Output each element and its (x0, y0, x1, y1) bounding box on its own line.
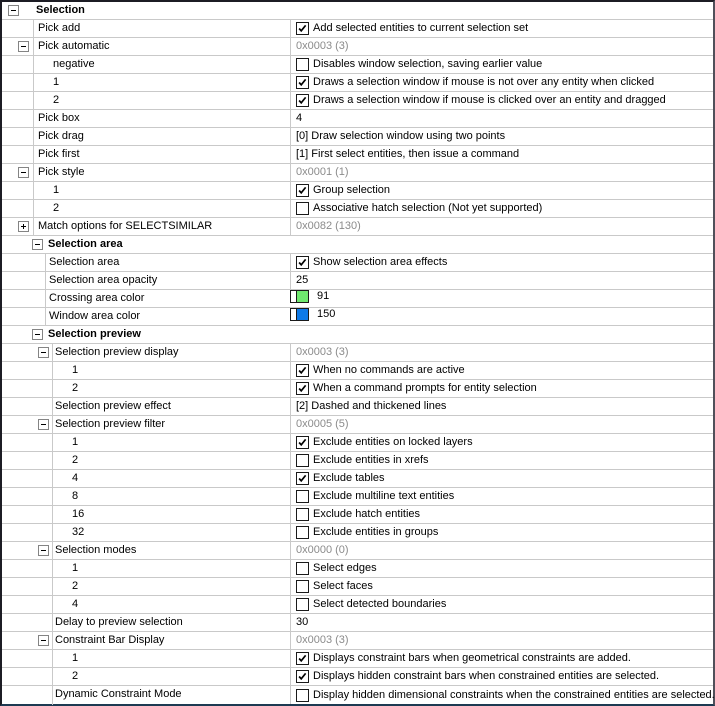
setting-name: Pick box (38, 112, 80, 124)
setting-value-cell[interactable] (290, 128, 713, 145)
setting-name: Pick drag (38, 130, 84, 142)
row-selection-preview-display-1 (2, 362, 713, 380)
setting-value-cell[interactable] (290, 200, 713, 217)
setting-label-cell[interactable] (2, 290, 290, 307)
setting-value-cell (290, 542, 713, 559)
checkbox-checked-icon[interactable] (296, 22, 309, 35)
setting-value-cell[interactable] (290, 596, 713, 613)
setting-value-text: Select edges (313, 562, 377, 574)
setting-value-cell[interactable] (290, 686, 715, 704)
setting-value-cell[interactable] (290, 650, 713, 667)
setting-label-cell[interactable] (2, 38, 290, 55)
setting-name: 2 (72, 580, 79, 592)
setting-name: Selection modes (55, 544, 137, 556)
setting-name: 2 (72, 670, 79, 682)
setting-name: 1 (72, 364, 79, 376)
collapse-icon[interactable] (38, 545, 49, 556)
setting-name: 1 (72, 562, 79, 574)
row-selection-preview-filter-1 (2, 434, 713, 452)
row-selection-preview-filter-32 (2, 524, 713, 542)
setting-name: negative (53, 58, 95, 70)
setting-label-cell[interactable] (2, 434, 290, 451)
setting-value-cell (290, 218, 713, 235)
setting-value-cell[interactable] (290, 110, 713, 127)
setting-value-text: Display hidden dimensional constraints when the constrained entities are selected. (313, 688, 715, 701)
setting-label-cell[interactable] (2, 110, 290, 127)
checkbox-checked-icon[interactable] (296, 76, 309, 89)
checkbox-unchecked-icon[interactable] (296, 689, 309, 702)
collapse-icon[interactable] (38, 419, 49, 430)
setting-value-text: Select faces (313, 580, 373, 592)
checkbox-unchecked-icon[interactable] (296, 202, 309, 215)
row-match-options-selectsimilar (2, 218, 713, 236)
setting-value-cell (290, 416, 713, 433)
row-selection-preview-display-2 (2, 380, 713, 398)
row-constraint-bar-display (2, 632, 713, 650)
setting-value-cell[interactable] (290, 398, 713, 415)
row-constraint-bar-display-2 (2, 668, 713, 686)
setting-name: 8 (72, 490, 79, 502)
setting-name: 16 (72, 508, 85, 520)
category-title: Selection preview (48, 328, 141, 340)
setting-label-cell[interactable] (2, 218, 290, 235)
setting-label-cell[interactable] (2, 668, 290, 685)
row-pick-automatic-2 (2, 92, 713, 110)
setting-value-cell[interactable] (290, 308, 336, 321)
row-delay-to-preview-selection (2, 614, 713, 632)
category-title: Selection (36, 4, 85, 16)
row-selection-preview-filter-4 (2, 470, 713, 488)
setting-label-cell[interactable] (2, 542, 290, 559)
setting-value-text: When a command prompts for entity selection (313, 382, 537, 394)
setting-value-text: Disables window selection, saving earlier value (313, 58, 543, 70)
setting-name: Match options for SELECTSIMILAR (38, 220, 213, 232)
collapse-icon[interactable] (18, 41, 29, 52)
row-selection-area (2, 254, 713, 272)
setting-value-cell[interactable] (290, 488, 713, 505)
setting-value-cell[interactable] (290, 290, 330, 303)
setting-value-text: 0x0003 (3) (296, 346, 349, 358)
setting-value-cell[interactable] (290, 524, 713, 541)
setting-label-cell[interactable] (2, 398, 290, 415)
setting-label-cell[interactable] (2, 686, 290, 704)
setting-value-text: Exclude multiline text entities (313, 490, 455, 502)
row-window-area-color (2, 308, 713, 326)
row-selection-header (2, 2, 713, 20)
setting-value-text: Exclude entities on locked layers (313, 436, 473, 448)
row-pick-style-2 (2, 200, 713, 218)
setting-name: 1 (53, 184, 60, 196)
setting-label-cell[interactable] (2, 596, 290, 613)
setting-value-text: 0x0003 (3) (296, 634, 349, 646)
setting-value-text: Draws a selection window if mouse is clicked over an entity and dragged (313, 94, 666, 106)
setting-value-cell[interactable] (290, 380, 713, 397)
setting-name: Selection preview filter (55, 418, 166, 430)
setting-value-text[interactable]: 4 (296, 112, 303, 124)
setting-name: 1 (72, 652, 79, 664)
checkbox-checked-icon[interactable] (296, 472, 309, 485)
setting-value-text: Exclude entities in xrefs (313, 454, 429, 466)
setting-value-cell[interactable] (290, 470, 713, 487)
setting-name: 1 (53, 76, 60, 88)
setting-name: 2 (53, 202, 60, 214)
row-pick-box (2, 110, 713, 128)
setting-name: 2 (53, 94, 60, 106)
setting-label-cell[interactable] (2, 578, 290, 595)
setting-label-cell[interactable] (2, 524, 290, 541)
row-selection-preview-header (2, 326, 713, 344)
setting-name: Pick add (38, 22, 81, 34)
row-selection-modes-2 (2, 578, 713, 596)
row-selection-preview-filter-16 (2, 506, 713, 524)
setting-label-cell[interactable] (2, 146, 290, 163)
setting-label-cell[interactable] (2, 182, 290, 199)
setting-value-cell (290, 164, 713, 181)
checkbox-checked-icon[interactable] (296, 382, 309, 395)
setting-value-text[interactable]: 25 (296, 274, 309, 286)
setting-label-cell[interactable] (2, 74, 290, 91)
setting-name: Pick automatic (38, 40, 110, 52)
setting-value-cell (290, 38, 713, 55)
setting-name: Constraint Bar Display (55, 634, 165, 646)
row-pick-add (2, 20, 713, 38)
checkbox-unchecked-icon[interactable] (296, 58, 309, 71)
setting-name: 2 (72, 382, 79, 394)
row-pick-drag (2, 128, 713, 146)
collapse-icon[interactable] (38, 635, 49, 646)
row-selection-preview-display (2, 344, 713, 362)
checkbox-unchecked-icon[interactable] (296, 580, 309, 593)
row-selection-modes-4 (2, 596, 713, 614)
setting-label-cell[interactable] (2, 308, 290, 325)
setting-label-cell[interactable] (2, 128, 290, 145)
setting-name: Window area color (49, 310, 141, 322)
setting-label-cell[interactable] (2, 452, 290, 469)
setting-value-cell[interactable] (290, 254, 713, 271)
setting-label-cell[interactable] (2, 506, 290, 523)
setting-value-text: 0x0000 (0) (296, 544, 349, 556)
collapse-icon[interactable] (32, 239, 43, 250)
setting-label-cell[interactable] (2, 632, 290, 649)
setting-value-text[interactable]: [2] Dashed and thickened lines (296, 400, 447, 412)
setting-value-text: 0x0001 (1) (296, 166, 349, 178)
setting-name: 1 (72, 436, 79, 448)
setting-value-text: Associative hatch selection (Not yet supported) (313, 202, 543, 214)
row-pick-style (2, 164, 713, 182)
checkbox-checked-icon[interactable] (296, 94, 309, 107)
setting-name: 32 (72, 526, 85, 538)
setting-label-cell[interactable] (2, 560, 290, 577)
color-swatch[interactable] (296, 308, 309, 321)
setting-value-cell[interactable] (290, 74, 713, 91)
setting-value-cell[interactable] (290, 146, 713, 163)
setting-label-cell[interactable] (2, 272, 290, 289)
setting-value-text: Displays hidden constraint bars when constrained entities are selected. (313, 670, 660, 682)
setting-value-cell[interactable] (290, 182, 713, 199)
setting-value-cell[interactable] (290, 506, 713, 523)
setting-label-cell[interactable] (2, 254, 290, 271)
setting-value-cell[interactable] (290, 56, 713, 73)
setting-label-cell[interactable] (2, 362, 290, 379)
checkbox-unchecked-icon[interactable] (296, 526, 309, 539)
setting-name: Selection area (49, 256, 120, 268)
setting-value-cell[interactable] (290, 668, 713, 685)
setting-name: Delay to preview selection (55, 616, 183, 628)
setting-name: 4 (72, 598, 79, 610)
setting-label-cell[interactable] (2, 380, 290, 397)
row-selection-modes (2, 542, 713, 560)
collapse-icon[interactable] (32, 329, 43, 340)
setting-value-text[interactable]: 30 (296, 616, 309, 628)
row-selection-preview-filter-8 (2, 488, 713, 506)
setting-name: Selection area opacity (49, 274, 158, 286)
row-pick-automatic (2, 38, 713, 56)
setting-value-text: Exclude entities in groups (313, 526, 439, 538)
row-selection-area-header (2, 236, 713, 254)
setting-value-cell[interactable] (290, 560, 713, 577)
setting-value-cell[interactable] (290, 272, 713, 289)
setting-name: Pick style (38, 166, 85, 178)
row-dynamic-constraint-mode (2, 686, 713, 704)
setting-value-text: Displays constraint bars when geometrical constraints are added. (313, 652, 631, 664)
setting-value-text: 150 (317, 308, 336, 320)
setting-value-text: 0x0003 (3) (296, 40, 349, 52)
row-selection-preview-filter-2 (2, 452, 713, 470)
setting-label-cell[interactable] (2, 488, 290, 505)
row-pick-first (2, 146, 713, 164)
setting-value-cell[interactable] (290, 20, 713, 37)
category-row-selection-preview-header[interactable] (2, 326, 713, 343)
setting-label-cell[interactable] (2, 200, 290, 217)
row-pick-automatic-negative (2, 56, 713, 74)
checkbox-checked-icon[interactable] (296, 652, 309, 665)
checkbox-checked-icon[interactable] (296, 184, 309, 197)
row-selection-modes-1 (2, 560, 713, 578)
setting-value-text: 0x0005 (5) (296, 418, 349, 430)
setting-name: Dynamic Constraint Mode (55, 688, 182, 700)
setting-value-cell[interactable] (290, 434, 713, 451)
setting-name: 2 (72, 454, 79, 466)
checkbox-checked-icon[interactable] (296, 364, 309, 377)
setting-value-text: Show selection area effects (313, 256, 448, 268)
row-pick-style-1 (2, 182, 713, 200)
setting-label-cell[interactable] (2, 416, 290, 433)
setting-value-cell (290, 632, 713, 649)
expand-icon[interactable] (18, 221, 29, 232)
setting-name: Pick first (38, 148, 80, 160)
row-pick-automatic-1 (2, 74, 713, 92)
collapse-icon[interactable] (8, 5, 19, 16)
category-title: Selection area (48, 238, 123, 250)
setting-name: Selection preview effect (55, 400, 171, 412)
checkbox-unchecked-icon[interactable] (296, 454, 309, 467)
category-row-selection-area-header[interactable] (2, 236, 713, 253)
collapse-icon[interactable] (38, 347, 49, 358)
checkbox-checked-icon[interactable] (296, 256, 309, 269)
row-selection-preview-filter (2, 416, 713, 434)
checkbox-checked-icon[interactable] (296, 670, 309, 683)
category-row-selection-header[interactable] (2, 2, 713, 19)
setting-label-cell[interactable] (2, 92, 290, 109)
setting-value-text: Select detected boundaries (313, 598, 447, 610)
setting-value-cell (290, 344, 713, 361)
setting-label-cell[interactable] (2, 470, 290, 487)
setting-name: 4 (72, 472, 79, 484)
setting-label-cell[interactable] (2, 344, 290, 361)
setting-label-cell[interactable] (2, 650, 290, 667)
checkbox-checked-icon[interactable] (296, 436, 309, 449)
row-crossing-area-color (2, 290, 713, 308)
checkbox-unchecked-icon[interactable] (296, 562, 309, 575)
setting-value-cell[interactable] (290, 452, 713, 469)
color-swatch[interactable] (296, 290, 309, 303)
setting-value-text: Group selection (313, 184, 391, 196)
checkbox-unchecked-icon[interactable] (296, 598, 309, 611)
setting-value-cell[interactable] (290, 614, 713, 631)
setting-label-cell[interactable] (2, 20, 290, 37)
setting-value-text: 0x0082 (130) (296, 220, 361, 232)
row-selection-area-opacity (2, 272, 713, 290)
setting-value-text: Exclude hatch entities (313, 508, 421, 520)
setting-value-text: When no commands are active (313, 364, 465, 376)
setting-value-text: Exclude tables (313, 472, 385, 484)
setting-value-text: Add selected entities to current selection set (313, 22, 529, 34)
checkbox-unchecked-icon[interactable] (296, 490, 309, 503)
setting-value-cell[interactable] (290, 92, 713, 109)
setting-name: Crossing area color (49, 292, 145, 304)
setting-value-text: 91 (317, 290, 330, 302)
setting-value-text[interactable]: [0] Draw selection window using two points (296, 130, 506, 142)
setting-value-cell[interactable] (290, 362, 713, 379)
setting-value-text: Draws a selection window if mouse is not over any entity when clicked (313, 76, 655, 88)
checkbox-unchecked-icon[interactable] (296, 508, 309, 521)
setting-name: Selection preview display (55, 346, 179, 358)
setting-label-cell[interactable] (2, 56, 290, 73)
collapse-icon[interactable] (18, 167, 29, 178)
setting-value-cell[interactable] (290, 578, 713, 595)
row-selection-preview-effect (2, 398, 713, 416)
setting-label-cell[interactable] (2, 614, 290, 631)
setting-label-cell[interactable] (2, 164, 290, 181)
setting-value-text[interactable]: [1] First select entities, then issue a command (296, 148, 520, 160)
row-constraint-bar-display-1 (2, 650, 713, 668)
